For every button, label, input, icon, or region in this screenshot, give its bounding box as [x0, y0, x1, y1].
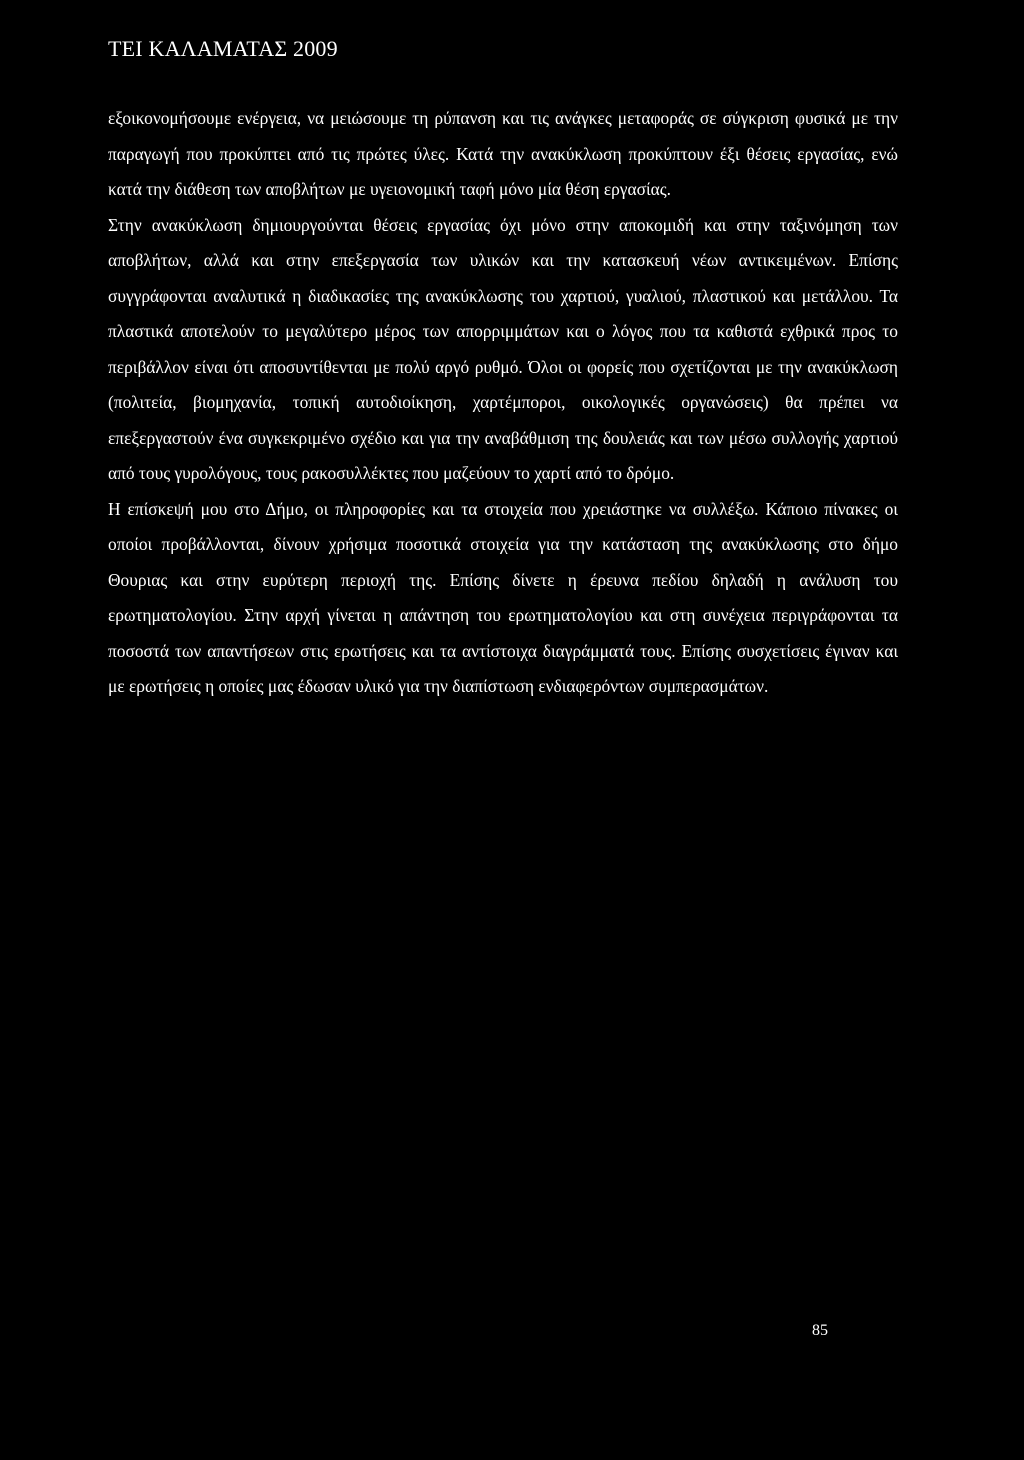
paragraph-2: Στην ανακύκλωση δημιουργούνται θέσεις εργασίας όχι μόνο στην αποκομιδή και στην ταξινόμηση των αποβλήτων, αλλά και στην επεξεργασία των υλικών και την κατασκευή νέων αντικειμένων. Επίσης συγγράφονται αναλυτικά η διαδικασίες της ανακύκλωσης του χαρτιού, γυαλιού, πλαστικού και μετάλλου. Τα πλαστικά αποτελούν το μεγαλύτερο μέρος των απορριμμάτων και ο λόγος που τα καθιστά εχθρικά προς το περιβάλλον είναι ότι αποσυντίθενται με πολύ αργό ρυθμό. Όλοι οι φορείς που σχετίζονται με την ανακύκλωση (πολιτεία, βιομηχανία, τοπική αυτοδιοίκηση, χαρτέμποροι, οικολογικές οργανώσεις) θα πρέπει να επεξεργαστούν ένα συγκεκριμένο σχέδιο και για την αναβάθμιση της δουλειάς και των μέσω συλλογής χαρτιού από τους γυρολόγους, τους ρακοσυλλέκτες που μαζεύουν το χαρτί από το δρόμο.: [108, 214, 898, 483]
body-text: [108, 101, 898, 705]
paragraph-3: Η επίσκεψή μου στο Δήμο, οι πληροφορίες και τα στοιχεία που χρειάστηκε να συλλέξω. Κάποιο πίνακες οι οποίοι προβάλλονται, δίνουν χρήσιμα ποσοτικά στοιχεία για την κατάσταση της ανακύκλωσης στο δήμο Θουριας και στην ευρύτερη περιοχή της. Επίσης δίνετε η έρευνα πεδίου δηλαδή η ανάλυση του ερωτηματολογίου. Στην αρχή γίνεται η απάντηση του ερωτηματολογίου και στη συνέχεια περιγράφονται τα ποσοστά των απαντήσεων στις ερωτήσεις και τα αντίστοιχα διαγράμματά τους. Επίσης συσχετίσεις έγιναν και με ερωτήσεις η οποίες μας έδωσαν υλικό για την διαπίστωση ενδιαφερόντων συμπερασμάτων.: [108, 498, 898, 696]
page-header-title: ΤΕΙ ΚΑΛΑΜΑΤΑΣ 2009: [108, 36, 338, 61]
page-number: 85: [812, 1322, 828, 1339]
paragraph-1: εξοικονομήσουμε ενέργεια, να μειώσουμε τη ρύπανση και τις ανάγκες μεταφοράς σε σύγκριση φυσικά με την παραγωγή που προκύπτει από τις πρώτες ύλες. Κατά την ανακύκλωση προκύπτουν έξι θέσεις εργασίας, ενώ κατά την διάθεση των αποβλήτων με υγειονομική ταφή μόνο μία θέση εργασίας.: [108, 108, 898, 199]
